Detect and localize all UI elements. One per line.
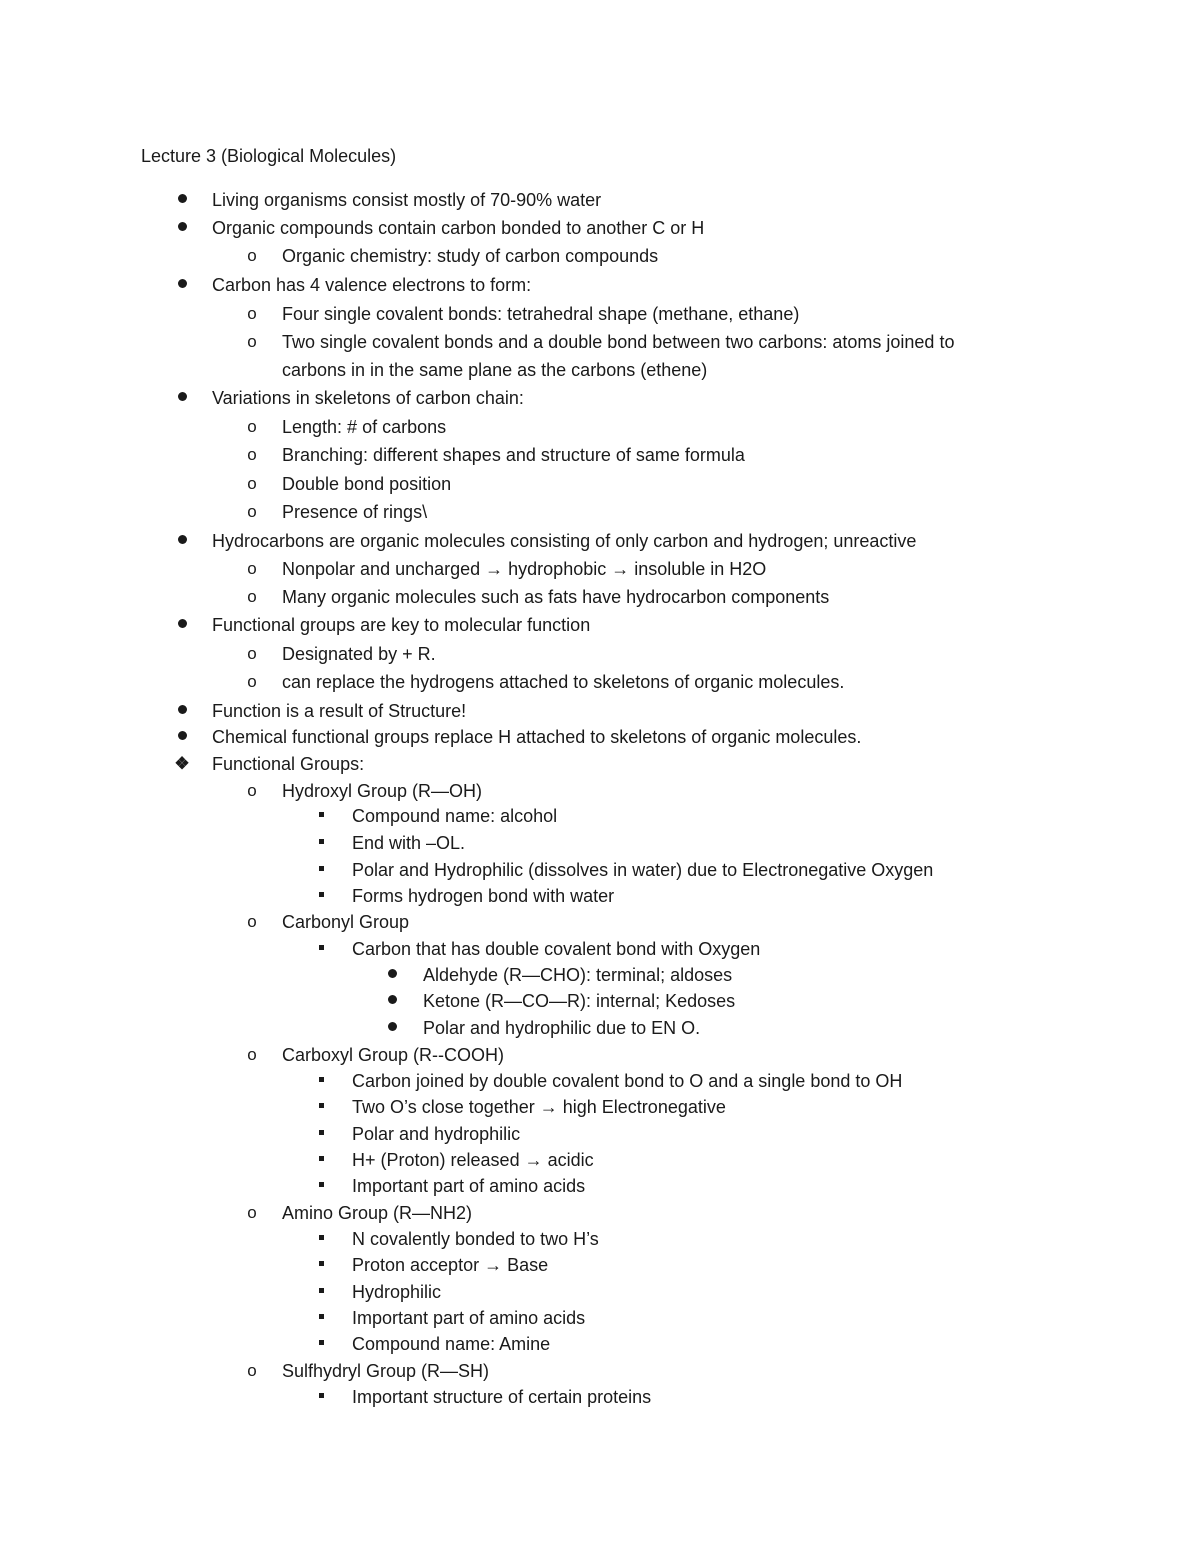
bullet-dot-icon (172, 187, 192, 213)
bullet-square-icon (311, 1094, 331, 1120)
list-item: Nonpolar and uncharged → hydrophobic → insoluble in H2O (282, 559, 767, 579)
bullet-diamond-icon: ❖ (174, 754, 190, 773)
list-item: Presence of rings\ (282, 502, 428, 522)
bullet-circle-icon: o (247, 1361, 257, 1380)
list-item: Four single covalent bonds: tetrahedral shape (methane, ethane) (282, 304, 800, 324)
list-item: Important part of amino acids (352, 1308, 586, 1328)
list-item: H+ (Proton) released → acidic (352, 1150, 594, 1170)
bullet-square-icon (311, 1252, 331, 1278)
bullet-circle-icon: o (247, 417, 257, 436)
list-item: Carbon has 4 valence electrons to form: (212, 275, 532, 295)
list-item: Organic chemistry: study of carbon compounds (282, 246, 659, 266)
bullet-circle-icon: o (247, 587, 257, 606)
bullet-dot-icon (172, 612, 192, 638)
bullet-square-icon (311, 1384, 331, 1410)
bullet-square-icon (311, 1068, 331, 1094)
list-item: Polar and hydrophilic due to EN O. (423, 1018, 701, 1038)
bullet-circle-icon: o (247, 781, 257, 800)
bullet-square-icon (311, 830, 331, 856)
list-item: Aldehyde (R—CHO): terminal; aldoses (423, 965, 733, 985)
list-item: Functional Groups: (212, 754, 365, 774)
list-item: Polar and hydrophilic (352, 1124, 521, 1144)
page-title: Lecture 3 (Biological Molecules) (141, 146, 397, 166)
list-item: Amino Group (R—NH2) (282, 1203, 473, 1223)
list-item: Ketone (R—CO—R): internal; Kedoses (423, 991, 736, 1011)
bullet-circle-icon: o (247, 559, 257, 578)
list-item: Compound name: Amine (352, 1334, 551, 1354)
bullet-circle-icon: o (247, 474, 257, 493)
list-item: Carbon that has double covalent bond with Oxygen (352, 939, 761, 959)
bullet-circle-icon: o (247, 1203, 257, 1222)
list-item: Polar and Hydrophilic (dissolves in water) due to Electronegative Oxygen (352, 860, 934, 880)
list-item: Chemical functional groups replace H attached to skeletons of organic molecules. (212, 727, 862, 747)
bullet-circle-icon: o (247, 332, 257, 351)
list-item: Double bond position (282, 474, 452, 494)
bullet-square-icon (311, 1173, 331, 1199)
list-item: Forms hydrogen bond with water (352, 886, 615, 906)
bullet-square-icon (311, 1226, 331, 1252)
bullet-dot-icon (382, 962, 402, 988)
bullet-square-icon (311, 1121, 331, 1147)
bullet-dot-icon (172, 385, 192, 411)
list-item: Hydrophilic (352, 1282, 442, 1302)
bullet-dot-icon (172, 528, 192, 554)
list-item: N covalently bonded to two H’s (352, 1229, 599, 1249)
list-item: Important part of amino acids (352, 1176, 586, 1196)
bullet-circle-icon: o (247, 246, 257, 265)
bullet-circle-icon: o (247, 502, 257, 521)
bullet-circle-icon: o (247, 644, 257, 663)
list-item: Compound name: alcohol (352, 806, 558, 826)
list-item: Carbonyl Group (282, 912, 410, 932)
list-item: Designated by + R. (282, 644, 436, 664)
bullet-square-icon (311, 803, 331, 829)
bullet-square-icon (311, 883, 331, 909)
list-item: can replace the hydrogens attached to skeletons of organic molecules. (282, 672, 845, 692)
bullet-square-icon (311, 1331, 331, 1357)
bullet-dot-icon (172, 724, 192, 750)
list-item: Carbon joined by double covalent bond to O and a single bond to OH (352, 1071, 903, 1091)
list-item: Variations in skeletons of carbon chain: (212, 388, 524, 408)
list-item: Two single covalent bonds and a double bond between two carbons: atoms joined to (282, 332, 955, 352)
bullet-square-icon (311, 857, 331, 883)
list-item: Important structure of certain proteins (352, 1387, 652, 1407)
list-item: Two O’s close together → high Electronegative (352, 1097, 726, 1117)
bullet-circle-icon: o (247, 672, 257, 691)
list-item: End with –OL. (352, 833, 466, 853)
list-item: Hydroxyl Group (R—OH) (282, 781, 483, 801)
list-item: Branching: different shapes and structure of same formula (282, 445, 745, 465)
bullet-dot-icon (382, 988, 402, 1014)
bullet-square-icon (311, 1279, 331, 1305)
list-item: Function is a result of Structure! (212, 701, 467, 721)
list-item: Sulfhydryl Group (R—SH) (282, 1361, 490, 1381)
bullet-dot-icon (382, 1015, 402, 1041)
list-item: Length: # of carbons (282, 417, 447, 437)
bullet-circle-icon: o (247, 445, 257, 464)
list-item: Proton acceptor → Base (352, 1255, 549, 1275)
bullet-square-icon (311, 1147, 331, 1173)
bullet-dot-icon (172, 698, 192, 724)
list-item: Carboxyl Group (R--COOH) (282, 1045, 505, 1065)
list-item: Hydrocarbons are organic molecules consisting of only carbon and hydrogen; unreactive (212, 531, 917, 551)
bullet-circle-icon: o (247, 304, 257, 323)
list-item: Many organic molecules such as fats have hydrocarbon components (282, 587, 830, 607)
list-item: carbons in in the same plane as the carbons (ethene) (282, 360, 708, 380)
bullet-square-icon (311, 936, 331, 962)
bullet-circle-icon: o (247, 1045, 257, 1064)
list-item: Functional groups are key to molecular function (212, 615, 591, 635)
bullet-circle-icon: o (247, 912, 257, 931)
bullet-square-icon (311, 1305, 331, 1331)
bullet-dot-icon (172, 272, 192, 298)
bullet-dot-icon (172, 215, 192, 241)
list-item: Organic compounds contain carbon bonded to another C or H (212, 218, 705, 238)
list-item: Living organisms consist mostly of 70-90% water (212, 190, 602, 210)
